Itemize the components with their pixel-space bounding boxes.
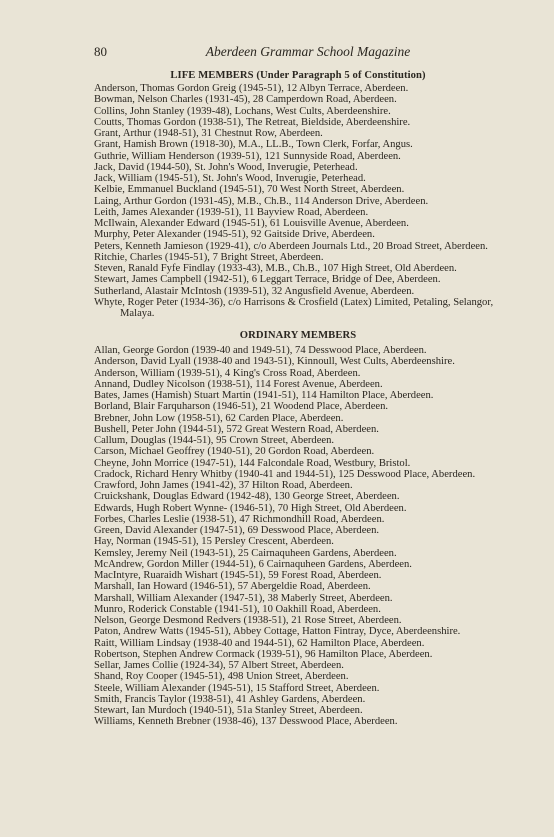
member-entry: Steven, Ranald Fyfe Findlay (1933-43), M.B., Ch.B., 107 High Street, Old Aberdeen. <box>94 263 457 274</box>
page-number: 80 <box>94 44 107 59</box>
journal-title: Aberdeen Grammar School Magazine <box>205 44 411 59</box>
member-entry: Williams, Kenneth Brebner (1938-46), 137 Desswood Place, Aberdeen. <box>94 716 398 728</box>
member-entry: Smith, Francis Taylor (1938-51), 41 Ashley Gardens, Aberdeen. <box>94 693 366 705</box>
member-entry: Callum, Douglas (1944-51), 95 Crown Street, Aberdeen. <box>94 435 335 446</box>
member-entry: Grant, Hamish Brown (1918-30), M.A., LL.B., Town Clerk, Forfar, Angus. <box>94 139 413 151</box>
member-entry: Crawford, John James (1941-42), 37 Hilton Road, Aberdeen. <box>94 480 353 491</box>
life-members-heading: LIFE MEMBERS (Under Paragraph 5 of Constitution) <box>170 70 426 81</box>
member-entry: Anderson, David Lyall (1938-40 and 1943-51), Kinnoull, West Cults, Aberdeenshire. <box>94 356 455 368</box>
member-entry: Sellar, James Collie (1924-34), 57 Albert Street, Aberdeen. <box>94 660 344 671</box>
member-entry: Steele, William Alexander (1945-51), 15 Stafford Street, Aberdeen. <box>94 682 380 694</box>
ordinary-members-heading: ORDINARY MEMBERS <box>239 330 357 341</box>
member-entry: Sutherland, Alastair McIntosh (1939-51), 32 Angusfield Avenue, Aberdeen. <box>94 285 415 297</box>
member-entry: Annand, Dudley Nicolson (1938-51), 114 Forest Avenue, Aberdeen. <box>94 378 383 390</box>
member-entry: Marshall, Ian Howard (1946-51), 57 Abergeldie Road, Aberdeen. <box>94 581 371 593</box>
member-entry: Murphy, Peter Alexander (1945-51), 92 Gaitside Drive, Aberdeen. <box>94 229 375 241</box>
member-entry: Kemsley, Jeremy Neil (1943-51), 25 Cairnaquheen Gardens, Aberdeen. <box>94 547 397 559</box>
member-entry: Bates, James (Hamish) Stuart Martin (1941-51), 114 Hamilton Place, Aberdeen. <box>94 390 434 401</box>
member-entry: Coutts, Thomas Gordon (1938-51), The Retreat, Bieldside, Aberdeenshire. <box>94 116 411 128</box>
member-entry: Forbes, Charles Leslie (1938-51), 47 Richmondhill Road, Aberdeen. <box>94 513 385 525</box>
member-entry: McAndrew, Gordon Miller (1944-51), 6 Cairnaquheen Gardens, Aberdeen. <box>94 558 412 570</box>
member-entry: Borland, Blair Farquharson (1946-51), 21 Woodend Place, Aberdeen. <box>94 401 389 413</box>
member-entry: Munro, Roderick Constable (1941-51), 10 Oakhill Road, Aberdeen. <box>94 603 381 615</box>
member-entry: Leith, James Alexander (1939-51), 11 Bayview Road, Aberdeen. <box>94 206 369 218</box>
page-header <box>94 44 502 60</box>
member-entry: Edwards, Hugh Robert Wynne- (1946-51), 70 High Street, Old Aberdeen. <box>94 502 407 514</box>
member-entry: Carson, Michael Geoffrey (1940-51), 20 Gordon Road, Aberdeen. <box>94 446 375 458</box>
member-entry: Whyte, Roger Peter (1934-36), c/o Harrisons & Crosfield (Latex) Limited, Petaling, Selangor, Malaya. <box>94 296 494 319</box>
member-entry: Stewart, Ian Murdoch (1940-51), 51a Stanley Street, Aberdeen. <box>94 705 363 716</box>
member-entry: Anderson, William (1939-51), 4 King's Cross Road, Aberdeen. <box>94 367 361 379</box>
member-entry: Guthrie, William Henderson (1939-51), 121 Sunnyside Road, Aberdeen. <box>94 150 401 162</box>
member-entry: Green, David Alexander (1947-51), 69 Desswood Place, Aberdeen. <box>94 525 380 536</box>
member-entry: Cruickshank, Douglas Edward (1942-48), 130 George Street, Aberdeen. <box>94 491 400 503</box>
life-members-list <box>94 83 502 319</box>
member-entry: Kelbie, Emmanuel Buckland (1945-51), 70 West North Street, Aberdeen. <box>94 184 405 196</box>
member-entry: Grant, Arthur (1948-51), 31 Chestnut Row, Aberdeen. <box>94 128 323 139</box>
member-entry: Laing, Arthur Gordon (1931-45), M.B., Ch.B., 114 Anderson Drive, Aberdeen. <box>94 195 429 207</box>
member-entry: Robertson, Stephen Andrew Cormack (1939-51), 96 Hamilton Place, Aberdeen. <box>94 648 433 660</box>
member-entry: Bushell, Peter John (1944-51), 572 Great Western Road, Aberdeen. <box>94 423 379 435</box>
member-entry: Hay, Norman (1945-51), 15 Persley Crescent, Aberdeen. <box>94 536 334 548</box>
member-entry: Nelson, George Desmond Redvers (1938-51), 21 Rose Street, Aberdeen. <box>94 615 402 626</box>
member-entry: MacIntyre, Ruaraidh Wishart (1945-51), 59 Forest Road, Aberdeen. <box>94 570 382 581</box>
member-entry: Anderson, Thomas Gordon Greig (1945-51), 12 Albyn Terrace, Aberdeen. <box>94 83 409 94</box>
member-entry: McIlwain, Alexander Edward (1945-51), 61 Louisville Avenue, Aberdeen. <box>94 218 409 229</box>
member-entry: Shand, Roy Cooper (1945-51), 498 Union Street, Aberdeen. <box>94 671 349 683</box>
member-entry: Bowman, Nelson Charles (1931-45), 28 Camperdown Road, Aberdeen. <box>94 94 397 106</box>
ordinary-members-list <box>94 345 502 728</box>
member-entry: Collins, John Stanley (1939-48), Lochans, West Cults, Aberdeenshire. <box>94 105 391 117</box>
member-entry: Ritchie, Charles (1945-51), 7 Bright Street, Aberdeen. <box>94 251 324 263</box>
member-entry: Allan, George Gordon (1939-40 and 1949-51), 74 Desswood Place, Aberdeen. <box>94 345 427 356</box>
member-entry: Cradock, Richard Henry Whitby (1940-41 and 1944-51), 125 Desswood Place, Aberdeen. <box>94 468 476 480</box>
member-entry: Marshall, William Alexander (1947-51), 38 Maberly Street, Aberdeen. <box>94 592 393 604</box>
member-entry: Peters, Kenneth Jamieson (1929-41), c/o Aberdeen Journals Ltd., 20 Broad Street, Aberdeen. <box>94 240 488 252</box>
member-entry: Jack, William (1945-51), St. John's Wood, Inverugie, Peterhead. <box>94 173 366 184</box>
member-entry: Paton, Andrew Watts (1945-51), Abbey Cottage, Hatton Fintray, Dyce, Aberdeenshire. <box>94 626 461 638</box>
member-entry: Jack, David (1944-50), St. John's Wood, Inverugie, Peterhead. <box>94 161 358 173</box>
member-entry: Cheyne, John Morrice (1947-51), 144 Falcondale Road, Westbury, Bristol. <box>94 457 411 469</box>
member-entry: Brebner, John Low (1958-51), 62 Carden Place, Aberdeen. <box>94 412 344 424</box>
member-entry: Stewart, James Campbell (1942-51), 6 Leggart Terrace, Bridge of Dee, Aberdeen. <box>94 274 441 286</box>
member-entry: Raitt, William Lindsay (1938-40 and 1944-51), 62 Hamilton Place, Aberdeen. <box>94 637 425 649</box>
